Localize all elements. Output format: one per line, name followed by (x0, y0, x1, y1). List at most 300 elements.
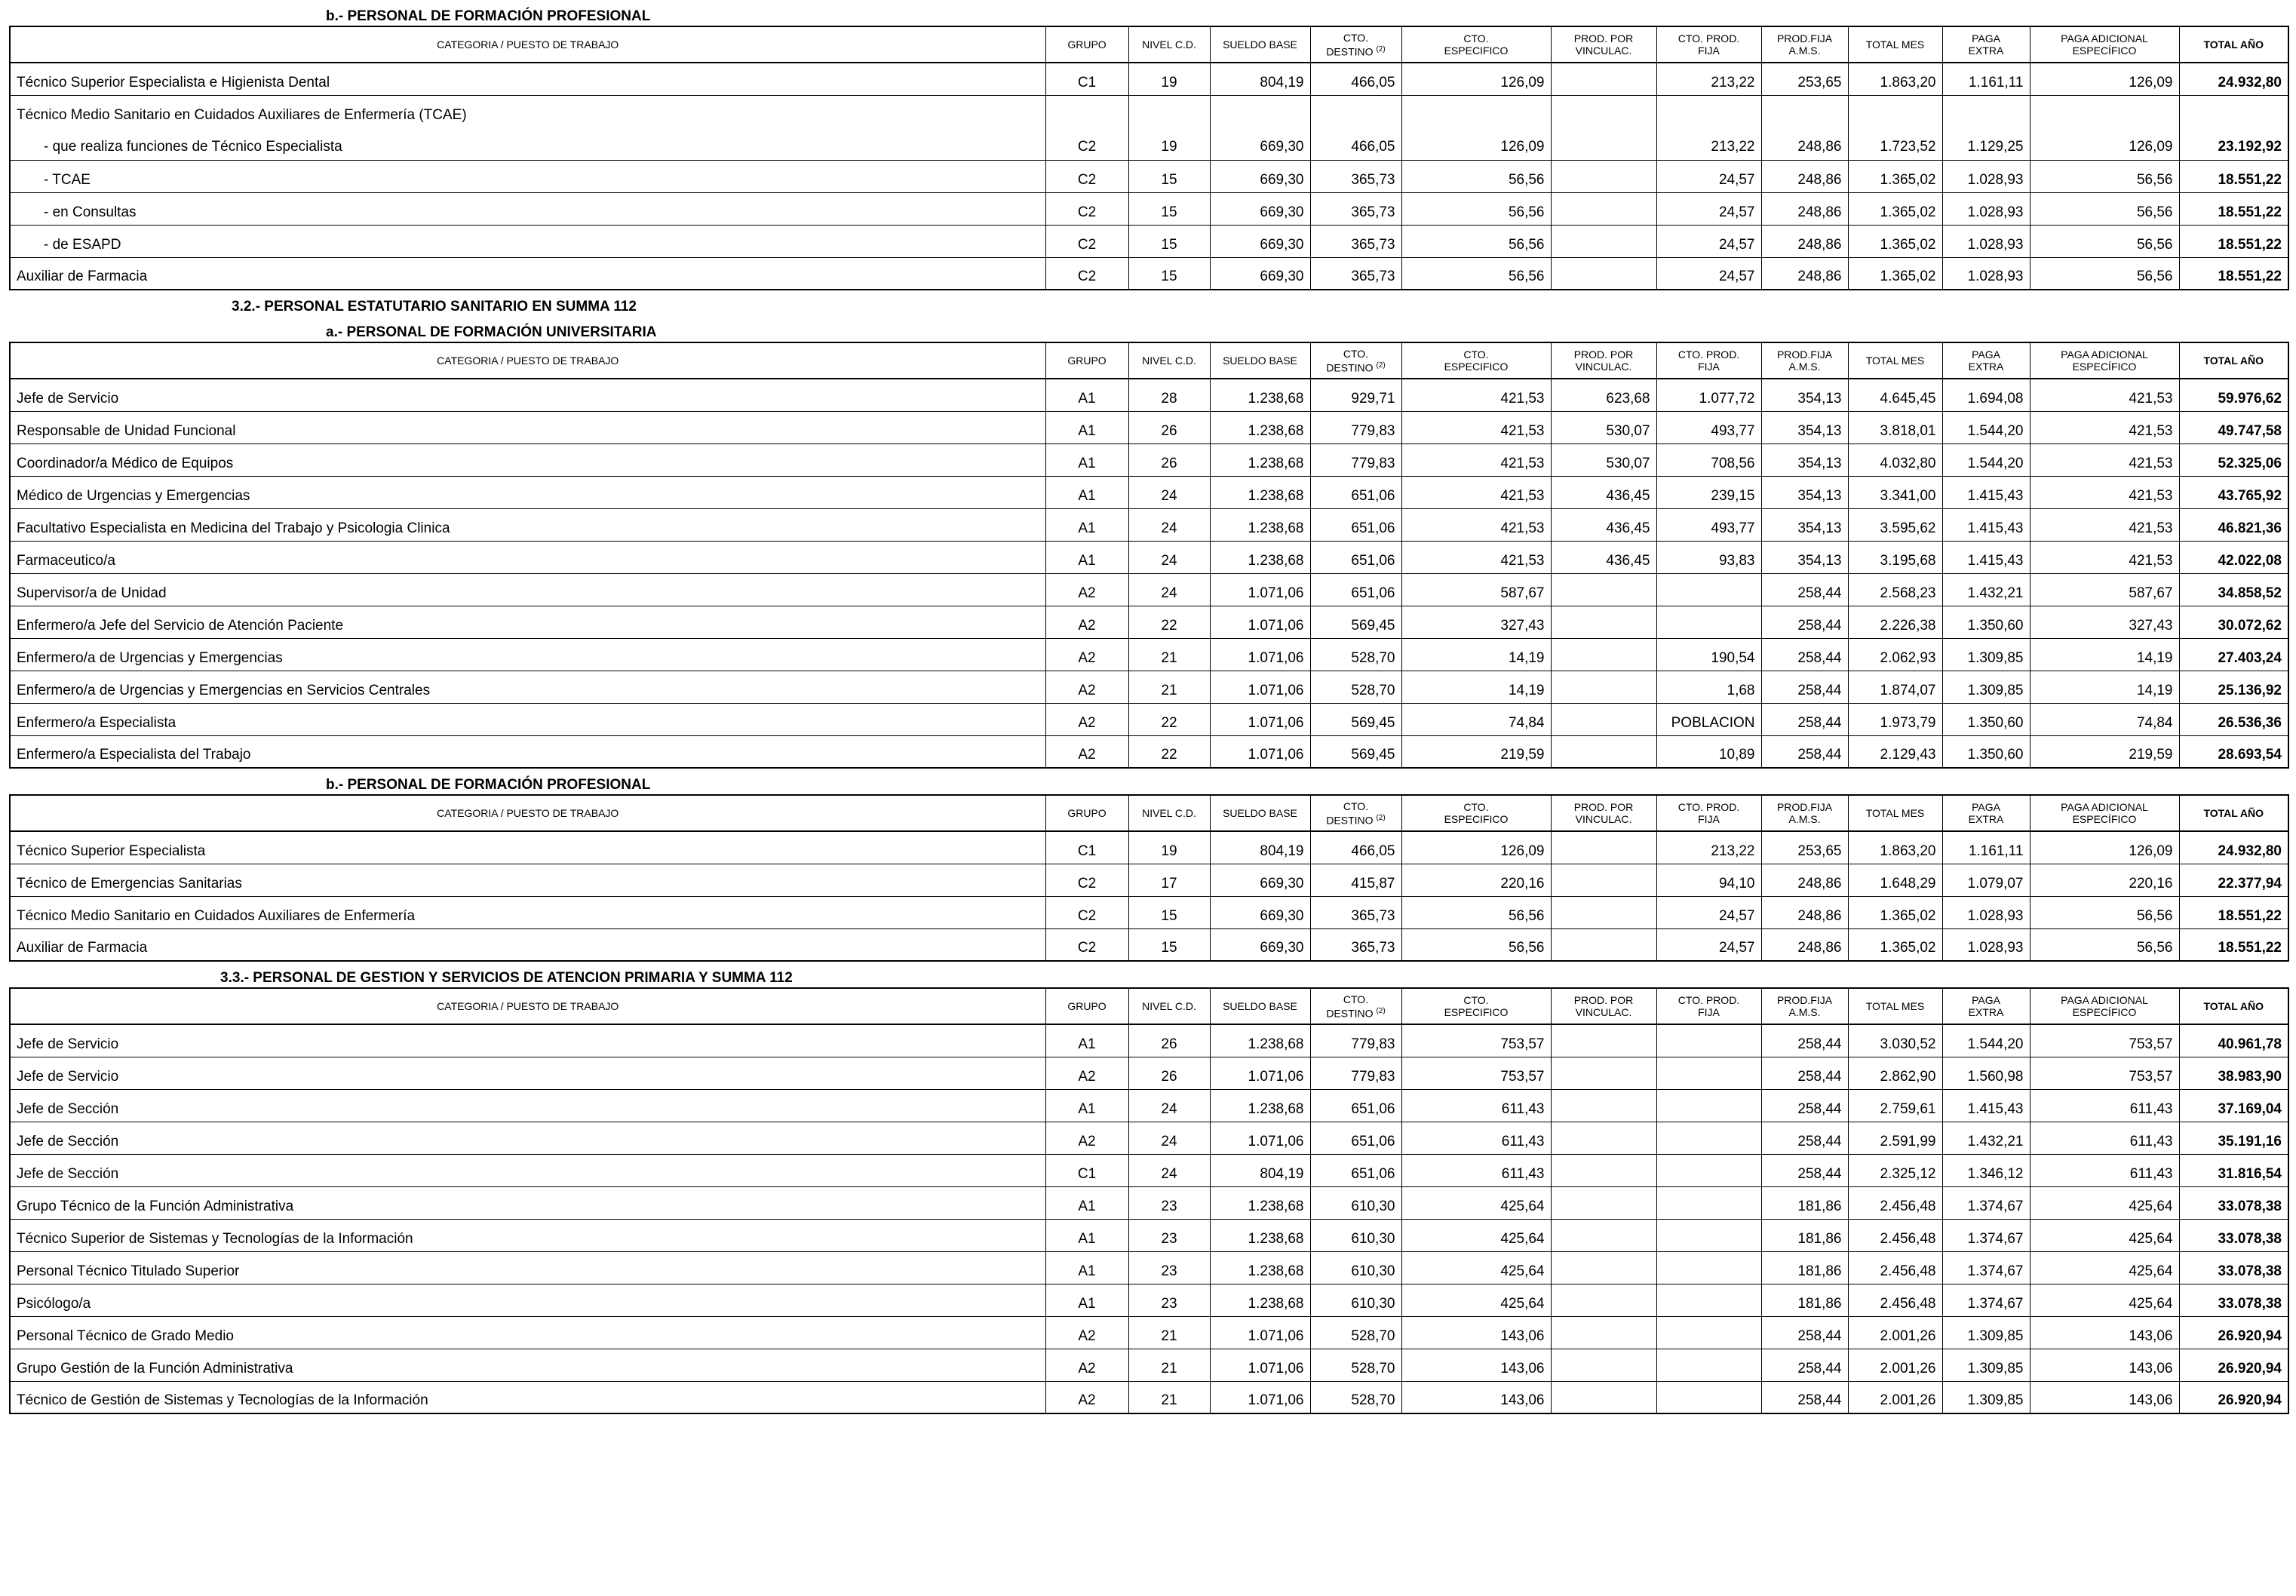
cell-group: C2 (1045, 257, 1128, 290)
cell-level-cd: 17 (1128, 864, 1210, 896)
cell-monthly-total: 1.365,02 (1848, 257, 1942, 290)
cell-category: Técnico Medio Sanitario en Cuidados Auxiliares de Enfermería (10, 896, 1045, 928)
cell-destination-supplement: 528,70 (1310, 1381, 1401, 1413)
cell-additional-specific-pay: 421,53 (2030, 444, 2179, 476)
cell-category: - que realiza funciones de Técnico Especialista (10, 127, 1045, 160)
salary-table (9, 794, 2289, 962)
cell-group: A2 (1045, 1057, 1128, 1089)
cell-fixed-prod-ams: 258,44 (1761, 1316, 1848, 1349)
cell-category: Enfermero/a Especialista del Trabajo (10, 735, 1045, 768)
cell-specific-supplement: 753,57 (1401, 1024, 1551, 1057)
cell-level-cd: 21 (1128, 1349, 1210, 1381)
cell-base-salary: 1.238,68 (1210, 476, 1310, 508)
cell-annual-total: 26.920,94 (2179, 1381, 2288, 1413)
cell-extra-pay: 1.028,93 (1942, 896, 2030, 928)
table-row (10, 896, 2288, 928)
cell-base-salary: 669,30 (1210, 864, 1310, 896)
cell-base-salary: 669,30 (1210, 896, 1310, 928)
cell-category: Enfermero/a de Urgencias y Emergencias en Servicios Centrales (10, 671, 1045, 703)
cell-additional-specific-pay: 56,56 (2030, 928, 2179, 961)
table-row (10, 444, 2288, 476)
cell-prod-vinculation (1551, 1316, 1656, 1349)
cell-base-salary: 669,30 (1210, 257, 1310, 290)
cell-destination-supplement (1310, 95, 1401, 127)
cell-destination-supplement: 779,83 (1310, 411, 1401, 444)
cell-fixed-prod-ams (1761, 95, 1848, 127)
cell-destination-supplement: 651,06 (1310, 1089, 1401, 1122)
cell-destination-supplement: 528,70 (1310, 638, 1401, 671)
cell-fixed-prod-ams: 354,13 (1761, 541, 1848, 573)
cell-extra-pay: 1.415,43 (1942, 541, 2030, 573)
cell-prod-vinculation (1551, 95, 1656, 127)
cell-extra-pay: 1.374,67 (1942, 1186, 2030, 1219)
cell-destination-supplement: 610,30 (1310, 1251, 1401, 1284)
cell-prod-vinculation: 530,07 (1551, 411, 1656, 444)
column-header-level-cd: NIVEL C.D. (1128, 342, 1210, 379)
cell-base-salary: 1.238,68 (1210, 1186, 1310, 1219)
cell-prod-vinculation (1551, 703, 1656, 735)
cell-base-salary: 804,19 (1210, 1154, 1310, 1186)
cell-destination-supplement: 651,06 (1310, 508, 1401, 541)
cell-fixed-prod-ams: 258,44 (1761, 1024, 1848, 1057)
cell-fixed-prod-ams: 258,44 (1761, 573, 1848, 606)
cell-additional-specific-pay: 425,64 (2030, 1284, 2179, 1316)
cell-annual-total: 34.858,52 (2179, 573, 2288, 606)
cell-additional-specific-pay: 611,43 (2030, 1154, 2179, 1186)
cell-base-salary: 669,30 (1210, 928, 1310, 961)
cell-group: C2 (1045, 225, 1128, 257)
table-row (10, 606, 2288, 638)
column-header-annual-total: TOTAL AÑO (2179, 26, 2288, 63)
table-row (10, 1381, 2288, 1413)
column-header-destination-supplement: CTO. DESTINO $^{(2)}$ (1310, 795, 1401, 831)
cell-prod-vinculation: 436,45 (1551, 508, 1656, 541)
cell-fixed-prod-supplement: 24,57 (1656, 160, 1761, 192)
cell-extra-pay: 1.374,67 (1942, 1251, 2030, 1284)
cell-prod-vinculation (1551, 573, 1656, 606)
cell-fixed-prod-supplement (1656, 1349, 1761, 1381)
cell-fixed-prod-supplement: 24,57 (1656, 225, 1761, 257)
cell-prod-vinculation (1551, 735, 1656, 768)
cell-specific-supplement: 425,64 (1401, 1251, 1551, 1284)
cell-level-cd: 24 (1128, 541, 1210, 573)
cell-base-salary (1210, 95, 1310, 127)
cell-fixed-prod-supplement: 1,68 (1656, 671, 1761, 703)
cell-extra-pay: 1.309,85 (1942, 638, 2030, 671)
cell-level-cd: 22 (1128, 703, 1210, 735)
cell-group: C2 (1045, 896, 1128, 928)
cell-level-cd: 26 (1128, 1024, 1210, 1057)
cell-monthly-total: 1.365,02 (1848, 160, 1942, 192)
cell-extra-pay: 1.350,60 (1942, 735, 2030, 768)
cell-additional-specific-pay: 14,19 (2030, 638, 2179, 671)
cell-prod-vinculation (1551, 63, 1656, 95)
cell-fixed-prod-supplement (1656, 573, 1761, 606)
column-header-monthly-total: TOTAL MES (1848, 342, 1942, 379)
cell-prod-vinculation (1551, 896, 1656, 928)
cell-monthly-total: 1.874,07 (1848, 671, 1942, 703)
column-header-base-salary: SUELDO BASE (1210, 342, 1310, 379)
cell-destination-supplement: 929,71 (1310, 379, 1401, 411)
cell-fixed-prod-ams: 248,86 (1761, 928, 1848, 961)
cell-prod-vinculation (1551, 928, 1656, 961)
column-header-level-cd: NIVEL C.D. (1128, 795, 1210, 831)
cell-fixed-prod-ams: 181,86 (1761, 1284, 1848, 1316)
column-header-prod-vinculation: PROD. POR VINCULAC. (1551, 988, 1656, 1024)
cell-annual-total: 30.072,62 (2179, 606, 2288, 638)
cell-group: C2 (1045, 127, 1128, 160)
cell-level-cd: 24 (1128, 1154, 1210, 1186)
cell-monthly-total: 1.365,02 (1848, 896, 1942, 928)
cell-fixed-prod-ams: 354,13 (1761, 508, 1848, 541)
cell-level-cd: 21 (1128, 638, 1210, 671)
cell-destination-supplement: 528,70 (1310, 1316, 1401, 1349)
cell-monthly-total: 2.568,23 (1848, 573, 1942, 606)
cell-additional-specific-pay: 126,09 (2030, 63, 2179, 95)
table-row (10, 127, 2288, 160)
cell-group: A1 (1045, 379, 1128, 411)
column-header-base-salary: SUELDO BASE (1210, 795, 1310, 831)
cell-base-salary: 1.238,68 (1210, 1251, 1310, 1284)
cell-base-salary: 804,19 (1210, 831, 1310, 864)
cell-fixed-prod-ams: 181,86 (1761, 1186, 1848, 1219)
cell-monthly-total: 2.129,43 (1848, 735, 1942, 768)
cell-monthly-total: 2.325,12 (1848, 1154, 1942, 1186)
cell-group: A1 (1045, 1284, 1128, 1316)
cell-prod-vinculation (1551, 225, 1656, 257)
column-header-prod-vinculation: PROD. POR VINCULAC. (1551, 26, 1656, 63)
cell-monthly-total: 1.648,29 (1848, 864, 1942, 896)
column-header-fixed-prod-supplement: CTO. PROD. FIJA (1656, 795, 1761, 831)
cell-annual-total: 52.325,06 (2179, 444, 2288, 476)
cell-prod-vinculation (1551, 1284, 1656, 1316)
cell-group: A2 (1045, 703, 1128, 735)
cell-extra-pay: 1.028,93 (1942, 928, 2030, 961)
cell-base-salary: 804,19 (1210, 63, 1310, 95)
cell-destination-supplement: 779,83 (1310, 1024, 1401, 1057)
cell-annual-total (2179, 95, 2288, 127)
column-header-category: CATEGORIA / PUESTO DE TRABAJO (10, 795, 1045, 831)
cell-fixed-prod-ams: 258,44 (1761, 1089, 1848, 1122)
cell-group: A2 (1045, 573, 1128, 606)
cell-fixed-prod-ams: 354,13 (1761, 444, 1848, 476)
cell-extra-pay: 1.544,20 (1942, 1024, 2030, 1057)
column-header-specific-supplement: CTO. ESPECIFICO (1401, 342, 1551, 379)
cell-monthly-total (1848, 95, 1942, 127)
column-header-extra-pay: PAGA EXTRA (1942, 795, 2030, 831)
cell-base-salary: 1.071,06 (1210, 703, 1310, 735)
cell-fixed-prod-supplement (1656, 1057, 1761, 1089)
cell-monthly-total: 2.001,26 (1848, 1349, 1942, 1381)
cell-fixed-prod-supplement: 10,89 (1656, 735, 1761, 768)
column-header-fixed-prod-ams: PROD.FIJA A.M.S. (1761, 795, 1848, 831)
cell-level-cd: 23 (1128, 1219, 1210, 1251)
salary-table (9, 987, 2289, 1414)
cell-destination-supplement: 365,73 (1310, 225, 1401, 257)
cell-additional-specific-pay: 219,59 (2030, 735, 2179, 768)
cell-specific-supplement: 425,64 (1401, 1219, 1551, 1251)
column-header-group: GRUPO (1045, 988, 1128, 1024)
cell-prod-vinculation: 530,07 (1551, 444, 1656, 476)
cell-group: A1 (1045, 508, 1128, 541)
cell-category: Auxiliar de Farmacia (10, 928, 1045, 961)
cell-fixed-prod-ams: 181,86 (1761, 1219, 1848, 1251)
column-header-category: CATEGORIA / PUESTO DE TRABAJO (10, 26, 1045, 63)
cell-level-cd: 28 (1128, 379, 1210, 411)
section-heading: b.- PERSONAL DE FORMACIÓN PROFESIONAL (326, 8, 651, 24)
cell-destination-supplement: 779,83 (1310, 1057, 1401, 1089)
cell-annual-total: 23.192,92 (2179, 127, 2288, 160)
cell-prod-vinculation: 436,45 (1551, 541, 1656, 573)
cell-annual-total: 24.932,80 (2179, 831, 2288, 864)
cell-category: Jefe de Servicio (10, 1024, 1045, 1057)
cell-prod-vinculation (1551, 1186, 1656, 1219)
table-row (10, 541, 2288, 573)
cell-monthly-total: 4.645,45 (1848, 379, 1942, 411)
column-header-extra-pay: PAGA EXTRA (1942, 26, 2030, 63)
cell-monthly-total: 4.032,80 (1848, 444, 1942, 476)
column-header-destination-supplement: CTO. DESTINO $^{(2)}$ (1310, 342, 1401, 379)
column-header-extra-pay: PAGA EXTRA (1942, 342, 2030, 379)
column-header-group: GRUPO (1045, 795, 1128, 831)
cell-level-cd: 26 (1128, 444, 1210, 476)
cell-specific-supplement: 421,53 (1401, 411, 1551, 444)
cell-level-cd: 19 (1128, 831, 1210, 864)
table-row (10, 1219, 2288, 1251)
cell-level-cd: 21 (1128, 1316, 1210, 1349)
cell-additional-specific-pay (2030, 95, 2179, 127)
cell-specific-supplement: 14,19 (1401, 671, 1551, 703)
cell-base-salary: 1.071,06 (1210, 1057, 1310, 1089)
cell-destination-supplement: 528,70 (1310, 1349, 1401, 1381)
cell-specific-supplement: 143,06 (1401, 1349, 1551, 1381)
cell-fixed-prod-ams: 258,44 (1761, 638, 1848, 671)
section-heading: b.- PERSONAL DE FORMACIÓN PROFESIONAL (326, 777, 651, 793)
cell-prod-vinculation (1551, 1381, 1656, 1413)
cell-annual-total: 37.169,04 (2179, 1089, 2288, 1122)
cell-level-cd: 23 (1128, 1186, 1210, 1219)
cell-group: A1 (1045, 1251, 1128, 1284)
cell-additional-specific-pay: 421,53 (2030, 508, 2179, 541)
cell-base-salary: 1.238,68 (1210, 444, 1310, 476)
cell-annual-total: 18.551,22 (2179, 160, 2288, 192)
cell-specific-supplement: 421,53 (1401, 444, 1551, 476)
cell-fixed-prod-supplement: 24,57 (1656, 192, 1761, 225)
cell-extra-pay: 1.350,60 (1942, 703, 2030, 735)
cell-fixed-prod-supplement: 190,54 (1656, 638, 1761, 671)
cell-group: C1 (1045, 1154, 1128, 1186)
column-header-additional-specific-pay: PAGA ADICIONAL ESPECÍFICO (2030, 988, 2179, 1024)
cell-extra-pay: 1.415,43 (1942, 508, 2030, 541)
cell-specific-supplement: 126,09 (1401, 831, 1551, 864)
cell-destination-supplement: 610,30 (1310, 1186, 1401, 1219)
cell-group: A2 (1045, 606, 1128, 638)
cell-specific-supplement: 327,43 (1401, 606, 1551, 638)
cell-category: Enfermero/a Jefe del Servicio de Atención Paciente (10, 606, 1045, 638)
cell-group: A1 (1045, 476, 1128, 508)
cell-destination-supplement: 651,06 (1310, 1122, 1401, 1154)
cell-level-cd: 26 (1128, 411, 1210, 444)
column-header-monthly-total: TOTAL MES (1848, 795, 1942, 831)
cell-destination-supplement: 365,73 (1310, 257, 1401, 290)
cell-monthly-total: 3.595,62 (1848, 508, 1942, 541)
cell-category: Técnico Medio Sanitario en Cuidados Auxiliares de Enfermería (TCAE) (10, 95, 1045, 127)
column-header-additional-specific-pay: PAGA ADICIONAL ESPECÍFICO (2030, 26, 2179, 63)
cell-fixed-prod-ams: 248,86 (1761, 160, 1848, 192)
cell-additional-specific-pay: 753,57 (2030, 1057, 2179, 1089)
cell-fixed-prod-supplement (1656, 1284, 1761, 1316)
cell-destination-supplement: 365,73 (1310, 928, 1401, 961)
cell-level-cd: 15 (1128, 192, 1210, 225)
cell-fixed-prod-ams: 258,44 (1761, 1349, 1848, 1381)
table-row (10, 95, 2288, 127)
cell-annual-total: 49.747,58 (2179, 411, 2288, 444)
cell-prod-vinculation (1551, 1089, 1656, 1122)
cell-group (1045, 95, 1128, 127)
cell-specific-supplement (1401, 95, 1551, 127)
cell-fixed-prod-supplement: 213,22 (1656, 831, 1761, 864)
cell-fixed-prod-ams: 258,44 (1761, 1154, 1848, 1186)
cell-specific-supplement: 56,56 (1401, 257, 1551, 290)
table-row (10, 638, 2288, 671)
cell-additional-specific-pay: 74,84 (2030, 703, 2179, 735)
column-header-prod-vinculation: PROD. POR VINCULAC. (1551, 342, 1656, 379)
column-header-destination-supplement: CTO. DESTINO $^{(2)}$ (1310, 26, 1401, 63)
cell-specific-supplement: 611,43 (1401, 1089, 1551, 1122)
section-heading: 3.3.- PERSONAL DE GESTION Y SERVICIOS DE ATENCION PRIMARIA Y SUMMA 112 (220, 970, 793, 986)
cell-level-cd: 21 (1128, 671, 1210, 703)
cell-annual-total: 22.377,94 (2179, 864, 2288, 896)
cell-group: C1 (1045, 831, 1128, 864)
cell-level-cd: 22 (1128, 606, 1210, 638)
table-row (10, 703, 2288, 735)
cell-category: Jefe de Sección (10, 1089, 1045, 1122)
salary-table (9, 26, 2289, 290)
cell-monthly-total: 3.818,01 (1848, 411, 1942, 444)
cell-category: Supervisor/a de Unidad (10, 573, 1045, 606)
cell-category: Coordinador/a Médico de Equipos (10, 444, 1045, 476)
cell-annual-total: 33.078,38 (2179, 1251, 2288, 1284)
cell-extra-pay: 1.028,93 (1942, 257, 2030, 290)
cell-additional-specific-pay: 143,06 (2030, 1381, 2179, 1413)
cell-base-salary: 1.238,68 (1210, 508, 1310, 541)
column-header-specific-supplement: CTO. ESPECIFICO (1401, 26, 1551, 63)
cell-fixed-prod-ams: 248,86 (1761, 127, 1848, 160)
cell-extra-pay: 1.544,20 (1942, 411, 2030, 444)
cell-annual-total: 33.078,38 (2179, 1219, 2288, 1251)
table-row (10, 225, 2288, 257)
cell-extra-pay: 1.346,12 (1942, 1154, 2030, 1186)
cell-level-cd: 15 (1128, 160, 1210, 192)
cell-extra-pay: 1.309,85 (1942, 1349, 2030, 1381)
cell-fixed-prod-ams: 248,86 (1761, 896, 1848, 928)
cell-annual-total: 43.765,92 (2179, 476, 2288, 508)
table-row (10, 1024, 2288, 1057)
cell-prod-vinculation: 436,45 (1551, 476, 1656, 508)
cell-level-cd: 24 (1128, 1122, 1210, 1154)
salary-table (9, 342, 2289, 769)
cell-destination-supplement: 466,05 (1310, 63, 1401, 95)
cell-additional-specific-pay: 421,53 (2030, 411, 2179, 444)
column-header-additional-specific-pay: PAGA ADICIONAL ESPECÍFICO (2030, 795, 2179, 831)
cell-annual-total: 18.551,22 (2179, 257, 2288, 290)
cell-fixed-prod-supplement (1656, 1251, 1761, 1284)
cell-extra-pay (1942, 95, 2030, 127)
cell-destination-supplement: 415,87 (1310, 864, 1401, 896)
cell-additional-specific-pay: 753,57 (2030, 1024, 2179, 1057)
cell-extra-pay: 1.028,93 (1942, 225, 2030, 257)
cell-monthly-total: 2.001,26 (1848, 1381, 1942, 1413)
cell-annual-total: 18.551,22 (2179, 896, 2288, 928)
table-row (10, 411, 2288, 444)
cell-fixed-prod-supplement (1656, 1154, 1761, 1186)
cell-additional-specific-pay: 587,67 (2030, 573, 2179, 606)
cell-annual-total: 27.403,24 (2179, 638, 2288, 671)
cell-category: - en Consultas (10, 192, 1045, 225)
cell-level-cd: 23 (1128, 1251, 1210, 1284)
table-row (10, 192, 2288, 225)
cell-category: Técnico de Emergencias Sanitarias (10, 864, 1045, 896)
cell-level-cd: 24 (1128, 573, 1210, 606)
cell-prod-vinculation (1551, 1349, 1656, 1381)
cell-additional-specific-pay: 143,06 (2030, 1349, 2179, 1381)
cell-extra-pay: 1.415,43 (1942, 1089, 2030, 1122)
cell-destination-supplement: 466,05 (1310, 127, 1401, 160)
cell-prod-vinculation (1551, 257, 1656, 290)
cell-group: C1 (1045, 63, 1128, 95)
cell-fixed-prod-supplement: 708,56 (1656, 444, 1761, 476)
cell-extra-pay: 1.432,21 (1942, 573, 2030, 606)
cell-group: C2 (1045, 160, 1128, 192)
cell-category: Grupo Gestión de la Función Administrativa (10, 1349, 1045, 1381)
cell-level-cd: 15 (1128, 257, 1210, 290)
cell-destination-supplement: 651,06 (1310, 1154, 1401, 1186)
cell-additional-specific-pay: 425,64 (2030, 1251, 2179, 1284)
cell-prod-vinculation (1551, 160, 1656, 192)
cell-monthly-total: 2.759,61 (1848, 1089, 1942, 1122)
cell-group: A2 (1045, 1316, 1128, 1349)
cell-additional-specific-pay: 56,56 (2030, 225, 2179, 257)
column-header-destination-supplement: CTO. DESTINO $^{(2)}$ (1310, 988, 1401, 1024)
salary-tables-page (9, 0, 2285, 1414)
cell-additional-specific-pay: 611,43 (2030, 1089, 2179, 1122)
cell-prod-vinculation (1551, 606, 1656, 638)
table-row (10, 1349, 2288, 1381)
cell-destination-supplement: 651,06 (1310, 476, 1401, 508)
cell-fixed-prod-ams: 248,86 (1761, 864, 1848, 896)
column-header-extra-pay: PAGA EXTRA (1942, 988, 2030, 1024)
cell-base-salary: 1.238,68 (1210, 1089, 1310, 1122)
cell-prod-vinculation: 623,68 (1551, 379, 1656, 411)
cell-level-cd: 23 (1128, 1284, 1210, 1316)
cell-annual-total: 26.536,36 (2179, 703, 2288, 735)
cell-monthly-total: 1.365,02 (1848, 225, 1942, 257)
cell-level-cd: 15 (1128, 225, 1210, 257)
cell-additional-specific-pay: 56,56 (2030, 160, 2179, 192)
cell-specific-supplement: 56,56 (1401, 928, 1551, 961)
cell-base-salary: 669,30 (1210, 225, 1310, 257)
cell-monthly-total: 2.456,48 (1848, 1284, 1942, 1316)
cell-category: Farmaceutico/a (10, 541, 1045, 573)
cell-annual-total: 33.078,38 (2179, 1186, 2288, 1219)
cell-group: A2 (1045, 638, 1128, 671)
cell-specific-supplement: 425,64 (1401, 1186, 1551, 1219)
cell-fixed-prod-supplement (1656, 1219, 1761, 1251)
cell-fixed-prod-ams: 258,44 (1761, 735, 1848, 768)
cell-base-salary: 669,30 (1210, 127, 1310, 160)
cell-category: Jefe de Sección (10, 1154, 1045, 1186)
cell-fixed-prod-supplement (1656, 606, 1761, 638)
